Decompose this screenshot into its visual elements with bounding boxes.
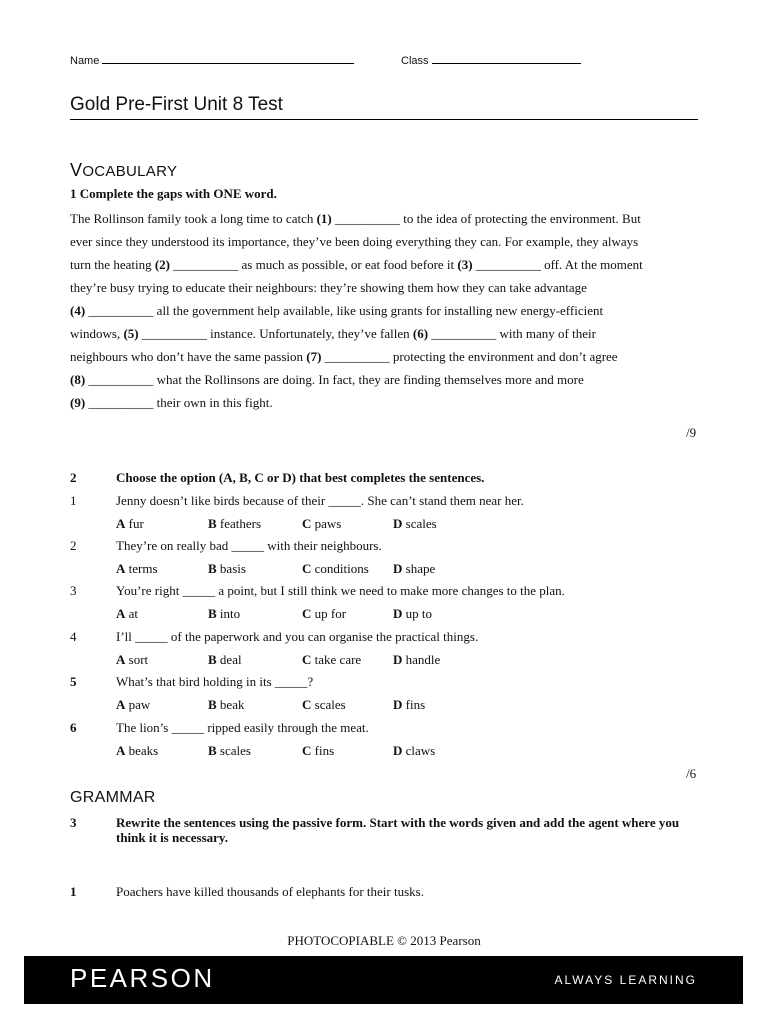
option-text: sort bbox=[128, 652, 149, 667]
option-text: conditions bbox=[314, 561, 369, 576]
task1-instruction: 1 Complete the gaps with ONE word. bbox=[70, 186, 277, 201]
option-text: up for bbox=[314, 606, 347, 621]
passage-text: __________ as much as possible, or eat food before it bbox=[170, 257, 458, 272]
option-a[interactable] bbox=[116, 743, 158, 759]
passage-line bbox=[70, 345, 710, 368]
vocabulary-passage bbox=[70, 207, 710, 414]
task3-number: 3 bbox=[70, 815, 77, 830]
passage-line bbox=[70, 253, 710, 276]
question-number: 2 bbox=[70, 538, 77, 553]
option-b[interactable] bbox=[208, 516, 261, 532]
option-c[interactable] bbox=[302, 697, 346, 713]
gap-number: (8) bbox=[70, 372, 86, 387]
option-text: take care bbox=[314, 652, 362, 667]
option-letter: C bbox=[302, 697, 312, 712]
name-label: Name bbox=[70, 55, 100, 67]
gap-number: (3) bbox=[457, 257, 473, 272]
option-letter: D bbox=[393, 743, 403, 758]
passage-text: ever since they understood its importance, they’ve been doing everything they can. For example, they always bbox=[70, 234, 639, 249]
passage-line bbox=[70, 207, 710, 230]
grammar-heading: GRAMMAR bbox=[70, 789, 156, 806]
option-a[interactable] bbox=[116, 561, 158, 577]
passage-text: __________ to the idea of protecting the environment. But bbox=[331, 211, 641, 226]
gap-number: (7) bbox=[306, 349, 322, 364]
option-text: beak bbox=[219, 697, 245, 712]
always-learning-tagline: ALWAYS LEARNING bbox=[554, 973, 697, 987]
gap-number: (6) bbox=[412, 326, 429, 341]
question-number: 5 bbox=[70, 674, 77, 689]
question-number: 6 bbox=[70, 720, 77, 735]
option-letter: D bbox=[393, 516, 403, 531]
option-letter: C bbox=[302, 743, 312, 758]
name-line[interactable] bbox=[102, 54, 354, 64]
option-text: scales bbox=[314, 697, 346, 712]
passage-text: __________ their own in this fight. bbox=[85, 395, 273, 410]
option-letter: B bbox=[208, 606, 217, 621]
option-text: basis bbox=[219, 561, 246, 576]
option-b[interactable] bbox=[208, 561, 246, 577]
task3-question-text: Poachers have killed thousands of elephants for their tusks. bbox=[116, 884, 424, 899]
question-text: You’re right _____ a point, but I still think we need to make more changes to the plan. bbox=[116, 583, 565, 598]
gap-number: (9) bbox=[70, 395, 86, 410]
option-letter: A bbox=[116, 697, 126, 712]
pearson-logo: PEARSON bbox=[70, 963, 215, 993]
option-d[interactable] bbox=[393, 606, 432, 622]
option-c[interactable] bbox=[302, 516, 341, 532]
passage-line bbox=[70, 230, 710, 253]
gap-number: (4) bbox=[70, 303, 86, 318]
option-b[interactable] bbox=[208, 743, 251, 759]
gap-number: (2) bbox=[154, 257, 171, 272]
option-text: at bbox=[128, 606, 139, 621]
task1-score: /9 bbox=[686, 425, 697, 440]
option-text: beaks bbox=[128, 743, 159, 758]
option-c[interactable] bbox=[302, 652, 361, 668]
question-number: 3 bbox=[70, 583, 77, 598]
option-a[interactable] bbox=[116, 697, 150, 713]
option-letter: B bbox=[208, 516, 217, 531]
passage-text: __________ protecting the environment and don’t agree bbox=[321, 349, 618, 364]
question-number: 1 bbox=[70, 493, 77, 508]
option-c[interactable] bbox=[302, 606, 346, 622]
option-letter: B bbox=[208, 697, 217, 712]
option-letter: A bbox=[116, 652, 126, 667]
task3-question-number: 1 bbox=[70, 884, 77, 899]
question-text: I’ll _____ of the paperwork and you can organise the practical things. bbox=[116, 629, 479, 644]
option-b[interactable] bbox=[208, 652, 242, 668]
option-letter: D bbox=[393, 697, 403, 712]
question-text: What’s that bird holding in its _____? bbox=[116, 674, 314, 689]
option-letter: A bbox=[116, 561, 126, 576]
passage-text: __________ off. At the moment bbox=[472, 257, 643, 272]
option-letter: C bbox=[302, 606, 312, 621]
option-d[interactable] bbox=[393, 561, 435, 577]
option-text: claws bbox=[405, 743, 436, 758]
title-divider bbox=[70, 119, 698, 120]
passage-text: __________ instance. Unfortunately, they’ve fallen bbox=[138, 326, 413, 341]
option-letter: D bbox=[393, 561, 403, 576]
class-label: Class bbox=[401, 55, 429, 67]
passage-text: they’re busy trying to educate their neighbours: they’re showing them how they can take advantage bbox=[70, 280, 587, 295]
question-text: Jenny doesn’t like birds because of their _____. She can’t stand them near her. bbox=[116, 493, 524, 508]
class-line[interactable] bbox=[432, 54, 581, 64]
pearson-footer-bar bbox=[24, 956, 743, 1004]
gap-number: (5) bbox=[123, 326, 139, 341]
option-letter: C bbox=[302, 516, 312, 531]
option-letter: C bbox=[302, 561, 312, 576]
option-text: up to bbox=[405, 606, 433, 621]
task2-instruction: Choose the option (A, B, C or D) that best completes the sentences. bbox=[116, 470, 485, 485]
option-text: fur bbox=[128, 516, 144, 531]
question-text: They’re on really bad _____ with their neighbours. bbox=[116, 538, 382, 553]
task2-number: 2 bbox=[70, 470, 77, 485]
passage-text: __________ what the Rollinsons are doing. In fact, they are finding themselves more and more bbox=[85, 372, 584, 387]
passage-text: __________ with many of their bbox=[428, 326, 596, 341]
option-text: fins bbox=[314, 743, 335, 758]
option-text: into bbox=[219, 606, 241, 621]
passage-text: The Rollinson family took a long time to catch bbox=[70, 211, 317, 226]
question-text: The lion’s _____ ripped easily through the meat. bbox=[116, 720, 369, 735]
option-b[interactable] bbox=[208, 606, 240, 622]
class-field[interactable] bbox=[401, 54, 581, 67]
option-letter: B bbox=[208, 652, 217, 667]
option-text: scales bbox=[405, 516, 437, 531]
option-text: paws bbox=[314, 516, 342, 531]
passage-line bbox=[70, 276, 710, 299]
option-text: scales bbox=[219, 743, 251, 758]
option-letter: C bbox=[302, 652, 312, 667]
passage-text: turn the heating bbox=[70, 257, 155, 272]
gap-number: (1) bbox=[316, 211, 332, 226]
option-letter: B bbox=[208, 561, 217, 576]
option-letter: A bbox=[116, 743, 126, 758]
option-d[interactable] bbox=[393, 516, 437, 532]
page-title: Gold Pre-First Unit 8 Test bbox=[70, 94, 283, 115]
photocopiable-note: PHOTOCOPIABLE © 2013 Pearson bbox=[287, 933, 481, 948]
passage-text: __________ all the government help available, like using grants for installing new energy-efficient bbox=[85, 303, 604, 318]
option-text: fins bbox=[405, 697, 426, 712]
passage-line bbox=[70, 368, 710, 391]
option-text: shape bbox=[405, 561, 436, 576]
passage-line bbox=[70, 299, 710, 322]
option-text: paw bbox=[128, 697, 151, 712]
option-c[interactable] bbox=[302, 561, 369, 577]
option-text: handle bbox=[405, 652, 441, 667]
name-field[interactable] bbox=[70, 54, 354, 67]
passage-line bbox=[70, 322, 710, 345]
option-letter: D bbox=[393, 652, 403, 667]
task2-score: /6 bbox=[686, 766, 697, 781]
option-letter: A bbox=[116, 516, 126, 531]
option-letter: A bbox=[116, 606, 126, 621]
option-text: feathers bbox=[219, 516, 262, 531]
option-b[interactable] bbox=[208, 697, 244, 713]
option-letter: D bbox=[393, 606, 403, 621]
option-a[interactable] bbox=[116, 606, 138, 622]
question-number: 4 bbox=[70, 629, 77, 644]
option-letter: B bbox=[208, 743, 217, 758]
option-text: deal bbox=[219, 652, 242, 667]
passage-text: neighbours who don’t have the same passion bbox=[70, 349, 307, 364]
option-a[interactable] bbox=[116, 516, 144, 532]
passage-line bbox=[70, 391, 710, 414]
passage-text: windows, bbox=[70, 326, 124, 341]
option-text: terms bbox=[128, 561, 158, 576]
option-d[interactable] bbox=[393, 652, 440, 668]
option-d[interactable] bbox=[393, 697, 425, 713]
option-a[interactable] bbox=[116, 652, 148, 668]
task3-instruction: Rewrite the sentences using the passive form. Start with the words given and add the agent where you think it is necessary. bbox=[116, 815, 680, 845]
vocabulary-heading: VOCABULARY bbox=[70, 160, 178, 180]
option-d[interactable] bbox=[393, 743, 435, 759]
option-c[interactable] bbox=[302, 743, 334, 759]
